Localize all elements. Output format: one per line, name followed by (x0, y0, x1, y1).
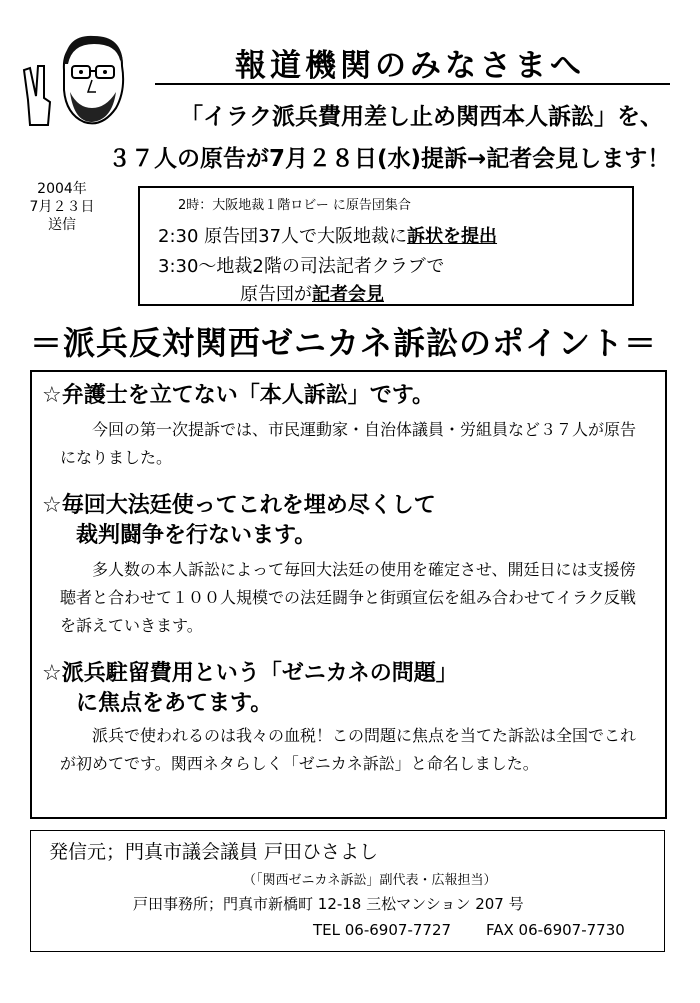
schedule-line-4-text: 原告団が (240, 284, 312, 305)
point-1-heading: ☆弁護士を立てない「本人訴訟」です。 (42, 383, 434, 408)
points-box (30, 370, 667, 819)
schedule-line-1: 2時：大阪地裁１階ロビー に原告団集合 (178, 198, 411, 213)
sent-label: 送信 (48, 217, 76, 233)
footer-box (30, 830, 665, 952)
office-address: 戸田事務所；門真市新橋町 12-18 三松マンション 207 号 (133, 895, 524, 913)
title-underline (155, 83, 670, 85)
page-title: 報道機関のみなさまへ (235, 48, 585, 84)
points-title: ＝派兵反対関西ゼニカネ訴訟のポイント＝ (30, 324, 658, 362)
schedule-line-2-emphasis: 訴状を提出 (407, 226, 498, 247)
point-3-heading: ☆派兵駐留費用という「ゼニカネの問題」 (42, 661, 458, 686)
point-1-body: 今回の第一次提訴では、市民運動家・自治体議員・労組員など３７人が原告になりました。 (60, 420, 637, 467)
point-3-heading-cont: に焦点をあてます。 (76, 691, 273, 716)
sent-date: 7月２３日 (29, 199, 95, 215)
schedule-line-4 (240, 280, 384, 306)
point-2-heading-cont: 裁判闘争を行ないます。 (76, 523, 317, 548)
schedule-box (138, 186, 634, 306)
issuer-role: （「関西ゼニカネ訴訟」副代表・広報担当） (243, 873, 497, 888)
point-2-heading: ☆毎回大法廷使ってこれを埋め尽くして (42, 493, 436, 518)
subtitle-line-1: 「イラク派兵費用差し止め関西本人訴訟」を、 (180, 104, 663, 130)
issuer: 発信元；門真市議会議員 戸田ひさよし (49, 841, 379, 863)
schedule-line-3: 3:30〜地裁2階の司法記者クラブで (158, 256, 445, 277)
phone-number: TEL 06-6907-7727 (313, 921, 452, 939)
fax-number: FAX 06-6907-7730 (486, 921, 625, 939)
peace-sign-hand-icon (24, 66, 50, 125)
face-icon (64, 36, 123, 124)
sent-date-block (22, 180, 102, 234)
sent-year: 2004年 (37, 181, 87, 197)
schedule-line-2-text: 2:30 原告団37人で大阪地裁に (158, 226, 408, 247)
schedule-line-2 (158, 222, 497, 248)
caricature-illustration (22, 30, 140, 130)
point-3-body: 派兵で使われるのは我々の血税！この問題に焦点を当てた訴訟は全国でこれが初めてです。関西ネタらしく「ゼニカネ訴訟」と命名しました。 (60, 726, 637, 773)
schedule-line-4-emphasis: 記者会見 (312, 284, 384, 305)
point-2-body: 多人数の本人訴訟によって毎回大法廷の使用を確定させ、開廷日には支援傍聴者と合わせて１００人規模での法廷闘争と街頭宣伝を組み合わせてイラク反戦を訴えていきます。 (60, 560, 637, 635)
subtitle-line-2: ３７人の原告が7月２８日(水)提訴→記者会見します！ (108, 146, 671, 172)
